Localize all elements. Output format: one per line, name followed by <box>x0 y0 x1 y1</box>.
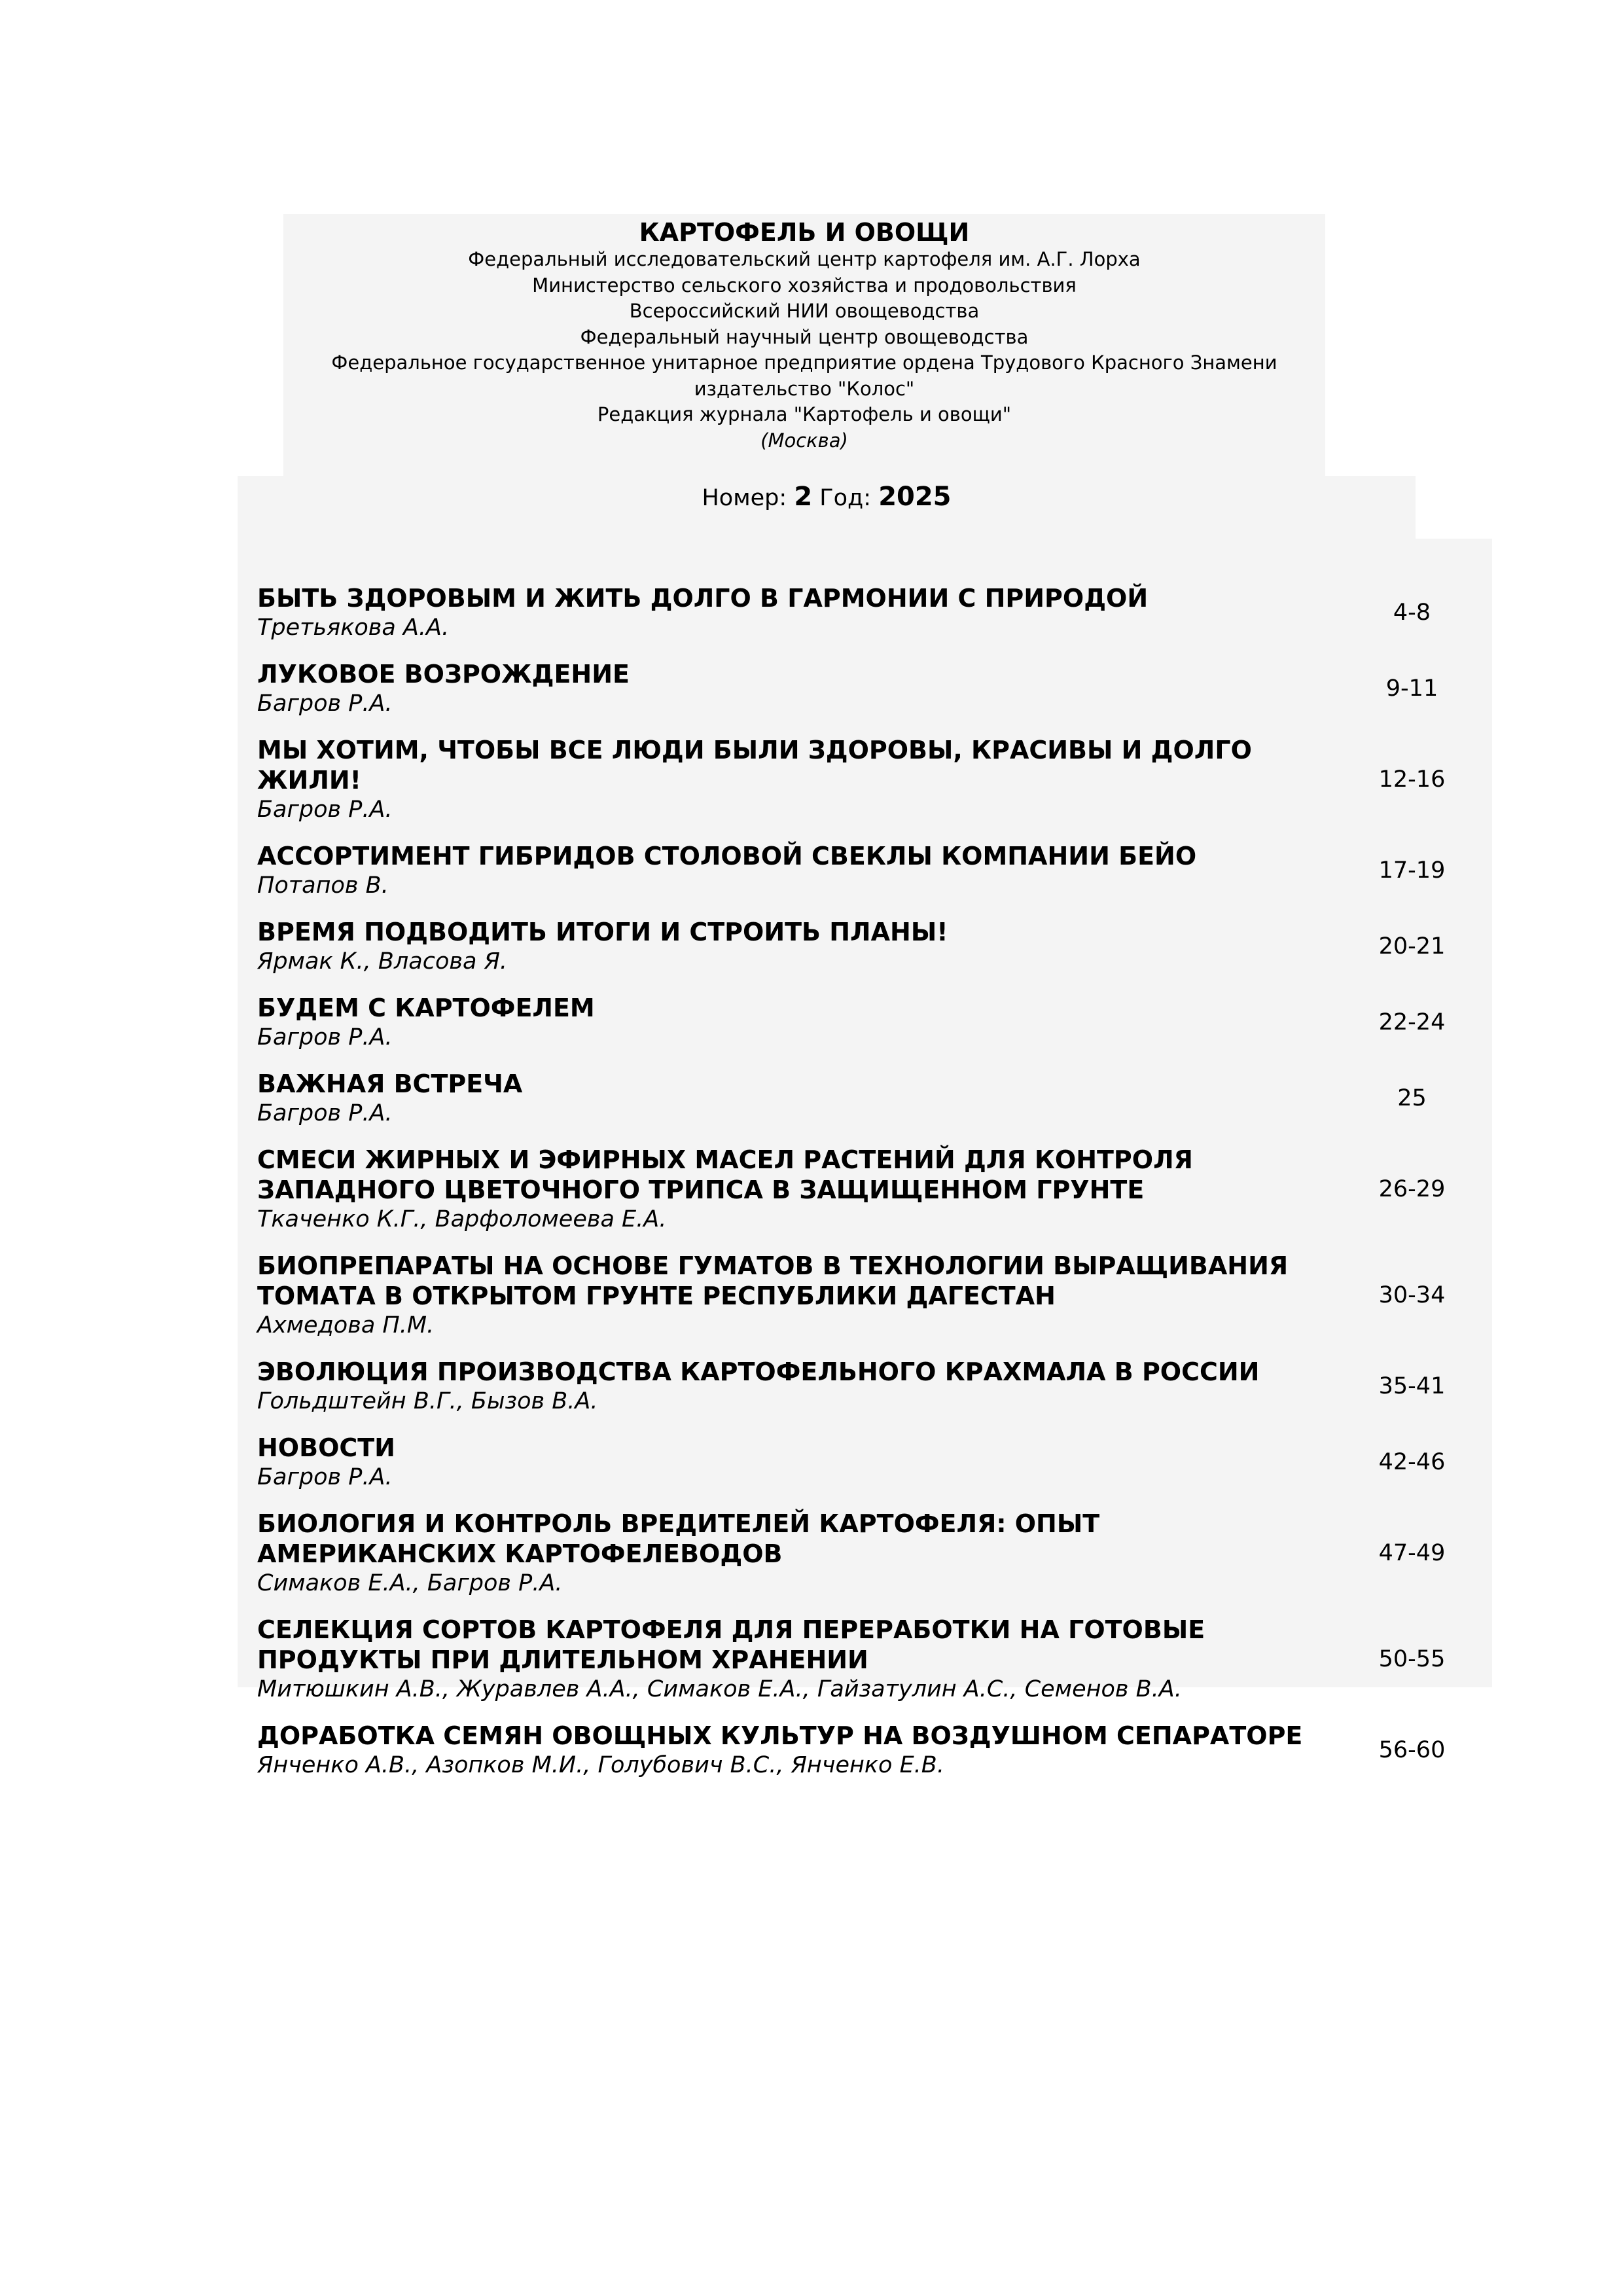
article-authors: Янченко А.В., Азопков М.И., Голубович В.С., Янченко Е.В. <box>257 1752 944 1778</box>
toc-entry[interactable] <box>257 583 1492 642</box>
article-title[interactable]: БИОПРЕПАРАТЫ НА ОСНОВЕ ГУМАТОВ В ТЕХНОЛОГИИ ВЫРАЩИВАНИЯ ТОМАТА В ОТКРЫТОМ ГРУНТЕ РЕСПУБЛИКИ ДАГЕСТАН <box>257 1251 1289 1310</box>
publisher-city: (Москва) <box>760 429 848 452</box>
article-pages: 12-16 <box>1378 766 1446 793</box>
toc-entry[interactable] <box>257 1433 1492 1492</box>
article-title[interactable]: ВАЖНАЯ ВСТРЕЧА <box>257 1069 523 1098</box>
publisher-line: Редакция журнала "Картофель и овощи" <box>597 403 1012 425</box>
issue-year: 2025 <box>878 482 952 512</box>
toc-entry[interactable] <box>257 1509 1492 1598</box>
article-authors: Ткаченко К.Г., Варфоломеева Е.А. <box>257 1206 667 1232</box>
publisher-line: Федеральное государственное унитарное предприятие ордена Трудового Красного Знамени <box>331 351 1277 374</box>
article-title[interactable]: МЫ ХОТИМ, ЧТОБЫ ВСЕ ЛЮДИ БЫЛИ ЗДОРОВЫ, КРАСИВЫ И ДОЛГО ЖИЛИ! <box>257 736 1252 795</box>
article-title[interactable]: НОВОСТИ <box>257 1433 395 1462</box>
article-title[interactable]: БЫТЬ ЗДОРОВЫМ И ЖИТЬ ДОЛГО В ГАРМОНИИ С ПРИРОДОЙ <box>257 584 1149 613</box>
article-authors: Багров Р.А. <box>257 1464 393 1490</box>
toc-entry[interactable] <box>257 1251 1492 1340</box>
toc-entry[interactable] <box>257 1145 1492 1234</box>
toc-entry[interactable] <box>257 735 1492 824</box>
article-pages: 35-41 <box>1378 1373 1446 1399</box>
article-pages: 42-46 <box>1378 1449 1446 1475</box>
toc-entry[interactable] <box>257 841 1492 900</box>
toc-entry[interactable] <box>257 993 1492 1052</box>
article-authors: Симаков Е.А., Багров Р.А. <box>257 1570 563 1596</box>
article-pages: 50-55 <box>1378 1646 1446 1672</box>
article-title[interactable]: ЛУКОВОЕ ВОЗРОЖДЕНИЕ <box>257 660 630 689</box>
article-pages: 9-11 <box>1385 675 1438 702</box>
article-pages: 47-49 <box>1378 1540 1446 1566</box>
article-authors: Багров Р.А. <box>257 691 393 717</box>
article-authors: Ахмедова П.М. <box>257 1312 435 1338</box>
article-pages: 30-34 <box>1378 1282 1446 1308</box>
publisher-line: Федеральный научный центр овощеводства <box>580 325 1029 348</box>
toc-entry[interactable] <box>257 1615 1492 1704</box>
issue-number-label: Номер: <box>702 485 787 511</box>
journal-header <box>283 214 1325 476</box>
article-title[interactable]: ЭВОЛЮЦИЯ ПРОИЗВОДСТВА КАРТОФЕЛЬНОГО КРАХМАЛА В РОССИИ <box>257 1357 1260 1386</box>
article-title[interactable]: ДОРАБОТКА СЕМЯН ОВОЩНЫХ КУЛЬТУР НА ВОЗДУШНОМ СЕПАРАТОРЕ <box>257 1721 1303 1750</box>
article-title[interactable]: ВРЕМЯ ПОДВОДИТЬ ИТОГИ И СТРОИТЬ ПЛАНЫ! <box>257 918 948 946</box>
article-title[interactable]: СЕЛЕКЦИЯ СОРТОВ КАРТОФЕЛЯ ДЛЯ ПЕРЕРАБОТКИ НА ГОТОВЫЕ ПРОДУКТЫ ПРИ ДЛИТЕЛЬНОМ ХРАНЕНИИ <box>257 1615 1205 1674</box>
article-authors: Ярмак К., Власова Я. <box>257 948 508 975</box>
journal-title: КАРТОФЕЛЬ И ОВОЩИ <box>639 218 970 247</box>
article-authors: Потапов В. <box>257 872 389 899</box>
toc-entry[interactable] <box>257 917 1492 976</box>
article-title[interactable]: БУДЕМ С КАРТОФЕЛЕМ <box>257 994 595 1022</box>
publisher-line: Министерство сельского хозяйства и продовольствия <box>532 274 1077 296</box>
article-authors: Гольдштейн В.Г., Бызов В.А. <box>257 1388 598 1414</box>
article-pages: 22-24 <box>1378 1009 1446 1035</box>
toc-entries <box>257 583 1492 1797</box>
toc-entry[interactable] <box>257 1721 1492 1780</box>
article-title[interactable]: АССОРТИМЕНТ ГИБРИДОВ СТОЛОВОЙ СВЕКЛЫ КОМПАНИИ БЕЙО <box>257 842 1197 870</box>
article-authors: Третьякова А.А. <box>257 615 450 641</box>
publisher-line: Федеральный исследовательский центр картофеля им. А.Г. Лорха <box>468 248 1141 270</box>
table-of-contents <box>238 539 1492 1778</box>
article-authors: Багров Р.А. <box>257 797 393 823</box>
article-pages: 17-19 <box>1378 857 1446 884</box>
article-authors: Митюшкин А.В., Журавлев А.А., Симаков Е.А., Гайзатулин А.С., Семенов В.А. <box>257 1676 1182 1702</box>
article-title[interactable]: БИОЛОГИЯ И КОНТРОЛЬ ВРЕДИТЕЛЕЙ КАРТОФЕЛЯ: ОПЫТ АМЕРИКАНСКИХ КАРТОФЕЛЕВОДОВ <box>257 1509 1100 1568</box>
toc-entry[interactable] <box>257 659 1492 718</box>
publisher-line: издательство "Колос" <box>694 377 915 400</box>
issue-number: 2 <box>794 482 813 512</box>
article-pages: 20-21 <box>1378 933 1446 960</box>
toc-entry[interactable] <box>257 1357 1492 1416</box>
article-pages: 25 <box>1397 1085 1427 1111</box>
article-authors: Багров Р.А. <box>257 1024 393 1050</box>
article-pages: 4-8 <box>1393 600 1431 626</box>
publisher-line: Всероссийский НИИ овощеводства <box>629 300 980 322</box>
article-authors: Багров Р.А. <box>257 1100 393 1126</box>
article-pages: 26-29 <box>1378 1176 1446 1202</box>
article-pages: 56-60 <box>1378 1737 1446 1763</box>
article-title[interactable]: СМЕСИ ЖИРНЫХ И ЭФИРНЫХ МАСЕЛ РАСТЕНИЙ ДЛЯ КОНТРОЛЯ ЗАПАДНОГО ЦВЕТОЧНОГО ТРИПСА В ЗАЩИЩЕННОМ ГРУНТЕ <box>257 1145 1193 1204</box>
toc-entry[interactable] <box>257 1069 1492 1128</box>
issue-info <box>238 476 1416 539</box>
issue-year-label: Год: <box>819 485 872 511</box>
